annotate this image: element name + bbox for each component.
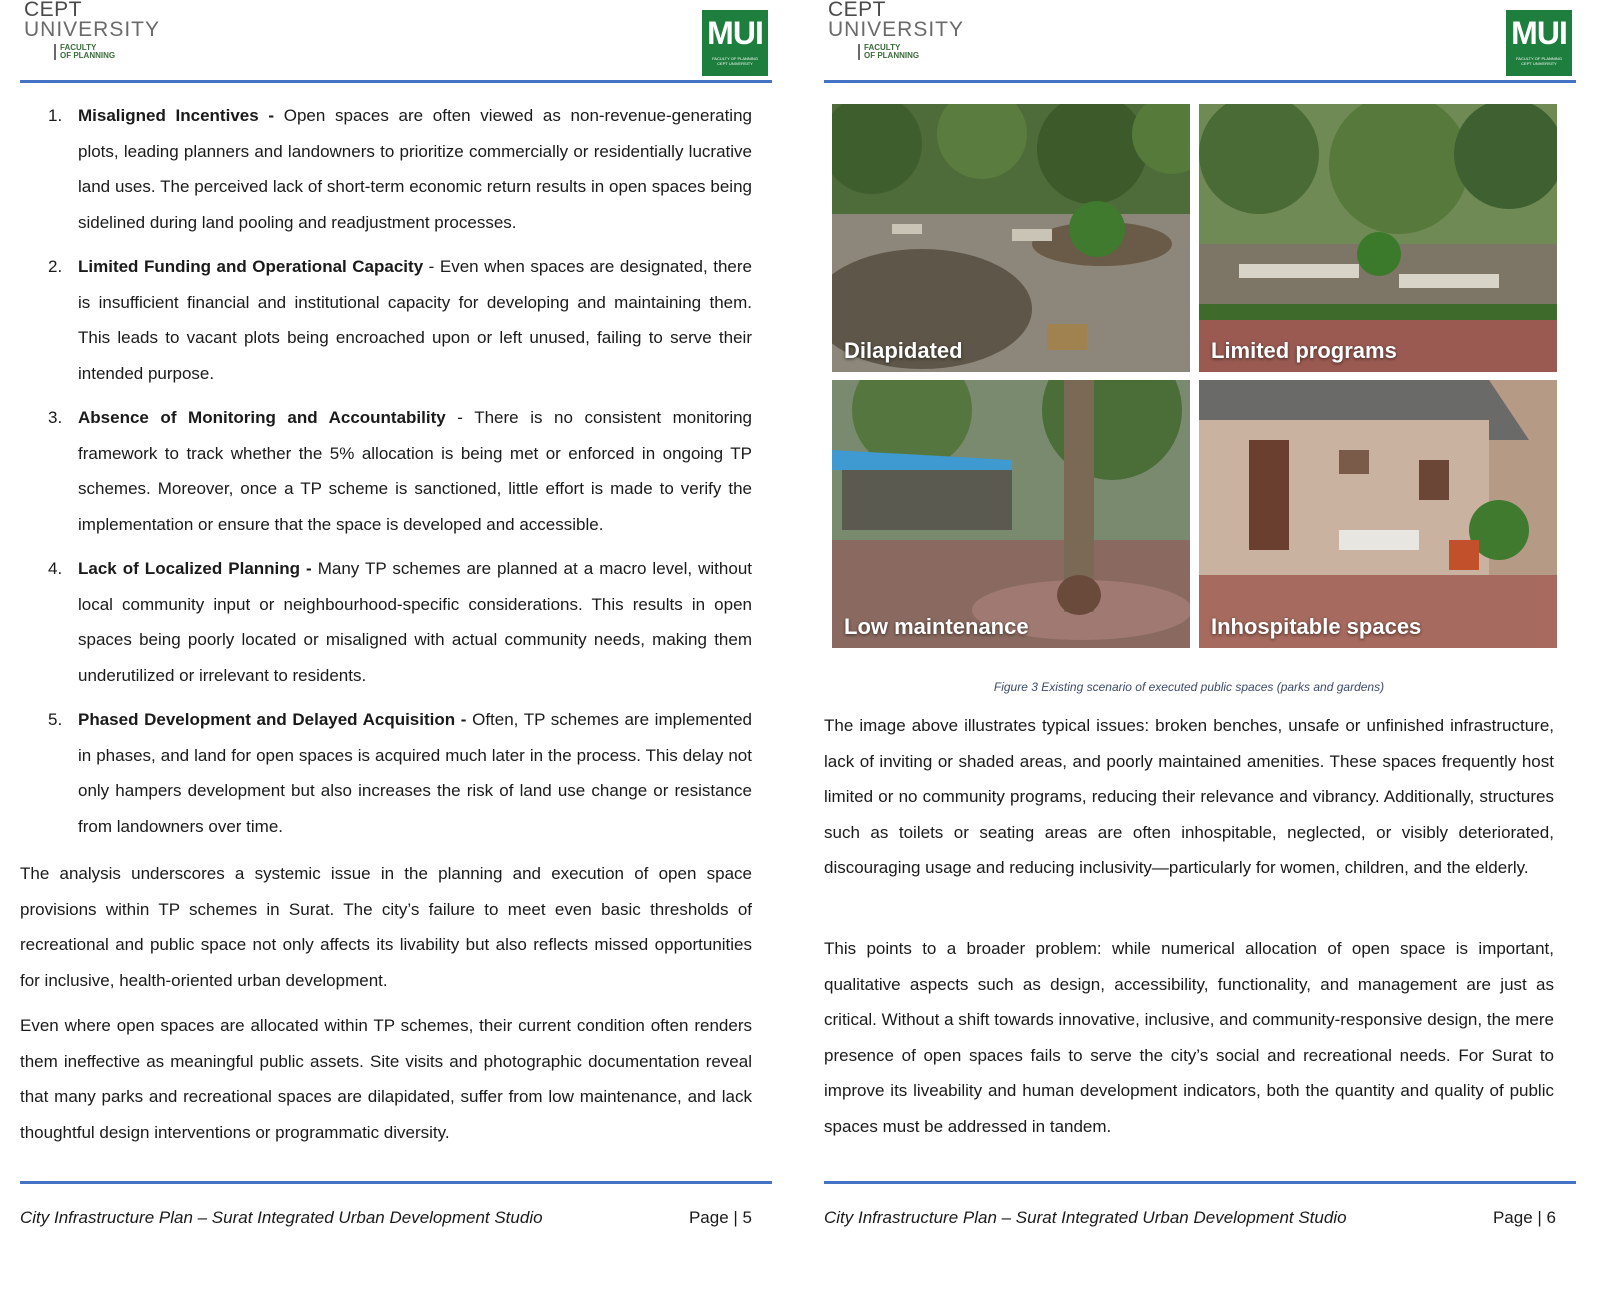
page-number: Page | 5 xyxy=(688,1208,752,1227)
cept-university-logo: CEPT UNIVERSITY FACULTY OF PLANNING xyxy=(24,0,161,60)
figure-caption: Figure 3 Existing scenario of executed public spaces (parks and gardens) xyxy=(993,680,1385,694)
photo-low-maintenance: Low maintenance xyxy=(832,380,1190,648)
page-6 xyxy=(824,0,1576,1296)
broader-problem-paragraph: This points to a broader problem: while numerical allocation of open space is important, qualitative aspects such as design, accessibility, functionality, and management are just as critical. Without a shift towards innovative, inclusive, and community-responsive design, the mere presence of open spaces fails to serve the city’s social and recreational needs. For Surat to improve its liveability and human development indicators, both the quantity and quality of public spaces must be addressed in tandem. xyxy=(824,939,1554,1136)
list-item: 4. Lack of Localized Planning - Many TP schemes are planned at a macro level, without local community input or neighbourhood-specific considerations. This results in open spaces being poorly located or misaligned with actual community needs, making them underutilized or irrelevant to residents. xyxy=(48,559,752,685)
park-photo-illustration xyxy=(832,380,1190,648)
park-photo-illustration xyxy=(1199,380,1557,648)
footer-title: City Infrastructure Plan – Surat Integrated Urban Development Studio xyxy=(824,1208,1347,1227)
photo-inhospitable-spaces: Inhospitable spaces xyxy=(1199,380,1557,648)
mui-logo: MUI FACULTY OF PLANNING CEPT UNIVERSITY xyxy=(1506,10,1572,76)
header-rule xyxy=(824,80,1576,83)
page-5 xyxy=(20,0,772,1296)
issues-list xyxy=(20,98,752,853)
mui-logo: MUI FACULTY OF PLANNING CEPT UNIVERSITY xyxy=(702,10,768,76)
cept-university-logo: CEPT UNIVERSITY FACULTY OF PLANNING xyxy=(828,0,965,60)
photo-limited-programs: Limited programs xyxy=(1199,104,1557,372)
condition-paragraph: Even where open spaces are allocated within TP schemes, their current condition often renders them ineffective as meaningful public assets. Site visits and photographic documentation reveal that many parks and recreational spaces are dilapidated, suffer from low maintenance, and lack thoughtful design interventions or programmatic diversity. xyxy=(20,1016,752,1142)
header-rule xyxy=(20,80,772,83)
park-photo-illustration xyxy=(832,104,1190,372)
park-photo-illustration xyxy=(1199,104,1557,372)
footer-title: City Infrastructure Plan – Surat Integrated Urban Development Studio xyxy=(20,1208,543,1227)
list-item: 5. Phased Development and Delayed Acquisition - Often, TP schemes are implemented in phases, and land for open spaces is acquired much later in the process. This delay not only hampers development but also increases the risk of land use change or resistance from landowners over time. xyxy=(48,710,752,836)
list-item: 2. Limited Funding and Operational Capacity - Even when spaces are designated, there is insufficient financial and institutional capacity for developing and maintaining them. This leads to vacant plots being encroached upon or left unused, failing to serve their intended purpose. xyxy=(48,257,753,383)
photo-dilapidated: Dilapidated xyxy=(832,104,1190,372)
illustration-paragraph: The image above illustrates typical issues: broken benches, unsafe or unfinished infrastructure, lack of inviting or shaded areas, and poorly maintained amenities. These spaces frequently host limited or no community programs, reducing their relevance and vibrancy. Additionally, structures such as toilets or seating areas are often inhospitable, neglected, or visibly deteriorated, discouraging usage and reducing inclusivity—particularly for women, children, and the elderly. xyxy=(824,716,1554,877)
footer-rule xyxy=(824,1181,1576,1184)
analysis-paragraph: The analysis underscores a systemic issue in the planning and execution of open space provisions within TP schemes in Surat. The city’s failure to meet even basic thresholds of recreational and public space not only affects its livability but also reflects missed opportunities for inclusive, health-oriented urban development. xyxy=(20,864,752,990)
footer-rule xyxy=(20,1181,772,1184)
page-number: Page | 6 xyxy=(1492,1208,1556,1227)
list-item: 1. Misaligned Incentives - Open spaces are often viewed as non-revenue-generating plots, leading planners and landowners to prioritize commercially or residentially lucrative land uses. The perceived lack of short-term economic return results in open spaces being sidelined during land pooling and readjustment processes. xyxy=(48,106,752,232)
list-item: 3. Absence of Monitoring and Accountability - There is no consistent monitoring framework to track whether the 5% allocation is being met or enforced in ongoing TP schemes. Moreover, once a TP scheme is sanctioned, little effort is made to verify the implementation or ensure that the space is developed and accessible. xyxy=(48,408,753,534)
